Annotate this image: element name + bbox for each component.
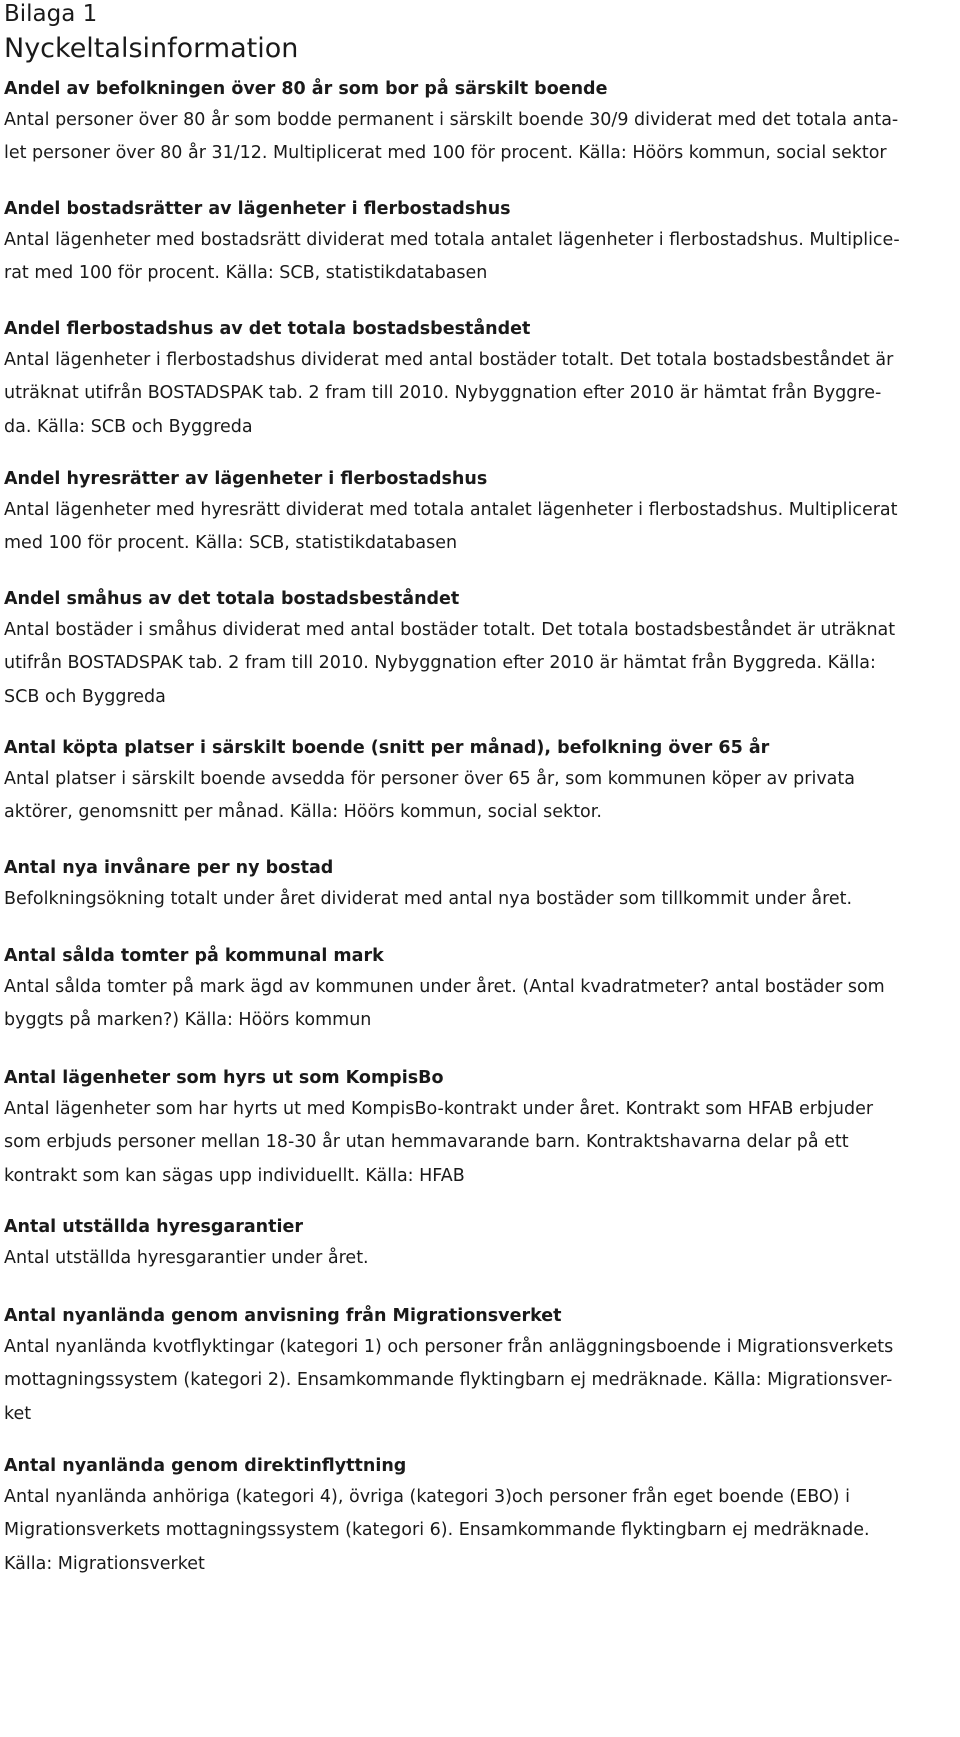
section-direct-relocation xyxy=(4,1451,956,1581)
section-body xyxy=(4,1481,956,1581)
section-heading: Antal lägenheter som hyrs ut som KompisBo xyxy=(4,1068,444,1088)
section-heading: Antal nya invånare per ny bostad xyxy=(4,858,334,878)
body-line: Antal platser i särskilt boende avsedda för personer över 65 år, som kommunen köper av privata xyxy=(4,769,855,789)
body-line: rat med 100 för procent. Källa: SCB, statistikdatabasen xyxy=(4,263,488,284)
section-body xyxy=(4,971,956,1038)
section-body xyxy=(4,1331,956,1431)
body-line: da. Källa: SCB och Byggreda xyxy=(4,416,253,437)
section-body xyxy=(4,494,956,561)
section-rent-guarantees xyxy=(4,1212,956,1275)
body-line: Antal lägenheter med bostadsrätt dividerat med totala antalet lägenheter i flerbostadshus. Multiplice- xyxy=(4,230,900,250)
section-small-houses xyxy=(4,584,956,714)
section-purchased-places xyxy=(4,733,956,830)
body-line: Antal sålda tomter på mark ägd av kommunen under året. (Antal kvadratmeter? antal bostäder som xyxy=(4,977,885,997)
body-line: Antal nyanlända anhöriga (kategori 4), övriga (kategori 3)och personer från eget boende (EBO) i xyxy=(4,1487,850,1507)
section-heading: Antal nyanlända genom anvisning från Migrationsverket xyxy=(4,1306,562,1326)
section-heading: Antal nyanlända genom direktinflyttning xyxy=(4,1456,407,1476)
body-line: med 100 för procent. Källa: SCB, statistikdatabasen xyxy=(4,533,458,554)
section-sold-plots xyxy=(4,941,956,1038)
body-line: Antal utställda hyresgarantier under året. xyxy=(4,1248,369,1268)
page-title: Nyckeltalsinformation xyxy=(4,33,299,64)
body-line: Antal bostäder i småhus dividerat med antal bostäder totalt. Det totala bostadsbeståndet är uträknat xyxy=(4,620,896,640)
section-heading: Andel flerbostadshus av det totala bostadsbeståndet xyxy=(4,319,531,339)
body-line: Antal lägenheter i flerbostadshus dividerat med antal bostäder totalt. Det totala bostadsbeståndet är xyxy=(4,350,894,370)
body-line: Migrationsverkets mottagningssystem (kategori 6). Ensamkommande flyktingbarn ej medräknade. xyxy=(4,1520,870,1541)
body-line: mottagningssystem (kategori 2). Ensamkommande flyktingbarn ej medräknade. Källa: Migrationsver- xyxy=(4,1370,893,1391)
section-heading: Antal utställda hyresgarantier xyxy=(4,1217,303,1237)
section-body xyxy=(4,104,956,171)
body-line: som erbjuds personer mellan 18-30 år utan hemmavarande barn. Kontraktshavarna delar på ett xyxy=(4,1132,849,1153)
section-new-residents xyxy=(4,853,956,916)
section-elderly-special-housing xyxy=(4,74,956,171)
section-heading: Andel bostadsrätter av lägenheter i flerbostadshus xyxy=(4,199,511,219)
body-line: Antal nyanlända kvotflyktingar (kategori 1) och personer från anläggningsboende i Migrationsverkets xyxy=(4,1337,894,1357)
section-body xyxy=(4,883,956,916)
section-apartment-buildings xyxy=(4,314,956,444)
body-line: Antal lägenheter med hyresrätt dividerat med totala antalet lägenheter i flerbostadshus. Multiplicerat xyxy=(4,500,898,520)
body-line: byggts på marken?) Källa: Höörs kommun xyxy=(4,1010,372,1031)
body-line: SCB och Byggreda xyxy=(4,686,166,707)
body-line: Befolkningsökning totalt under året dividerat med antal nya bostäder som tillkommit under året. xyxy=(4,889,853,909)
section-migration-assignment xyxy=(4,1301,956,1431)
body-line: utifrån BOSTADSPAK tab. 2 fram till 2010. Nybyggnation efter 2010 är hämtat från Byggreda. Källa: xyxy=(4,653,876,674)
section-body xyxy=(4,1242,956,1275)
body-line: uträknat utifrån BOSTADSPAK tab. 2 fram till 2010. Nybyggnation efter 2010 är hämtat från Byggre- xyxy=(4,383,882,404)
body-line: aktörer, genomsnitt per månad. Källa: Höörs kommun, social sektor. xyxy=(4,802,602,823)
section-condominiums xyxy=(4,194,956,291)
section-body xyxy=(4,614,956,714)
section-heading: Antal sålda tomter på kommunal mark xyxy=(4,946,384,966)
section-body xyxy=(4,344,956,444)
body-line: Antal lägenheter som har hyrts ut med KompisBo-kontrakt under året. Kontrakt som HFAB erbjuder xyxy=(4,1099,874,1119)
appendix-label: Bilaga 1 xyxy=(4,1,98,27)
section-heading: Antal köpta platser i särskilt boende (snitt per månad), befolkning över 65 år xyxy=(4,738,770,758)
body-line: ket xyxy=(4,1403,32,1424)
section-body xyxy=(4,763,956,830)
section-kompisbo xyxy=(4,1063,956,1193)
section-heading: Andel småhus av det totala bostadsbeståndet xyxy=(4,589,460,609)
section-body xyxy=(4,224,956,291)
section-heading: Andel av befolkningen över 80 år som bor på särskilt boende xyxy=(4,79,608,99)
body-line: kontrakt som kan sägas upp individuellt. Källa: HFAB xyxy=(4,1165,465,1186)
body-line: let personer över 80 år 31/12. Multiplicerat med 100 för procent. Källa: Höörs kommun, social sektor xyxy=(4,143,887,164)
body-line: Antal personer över 80 år som bodde permanent i särskilt boende 30/9 dividerat med det totala anta- xyxy=(4,110,899,130)
section-body xyxy=(4,1093,956,1193)
section-rentals xyxy=(4,464,956,561)
body-line: Källa: Migrationsverket xyxy=(4,1553,205,1574)
section-heading: Andel hyresrätter av lägenheter i flerbostadshus xyxy=(4,469,488,489)
document-page xyxy=(4,0,956,1574)
